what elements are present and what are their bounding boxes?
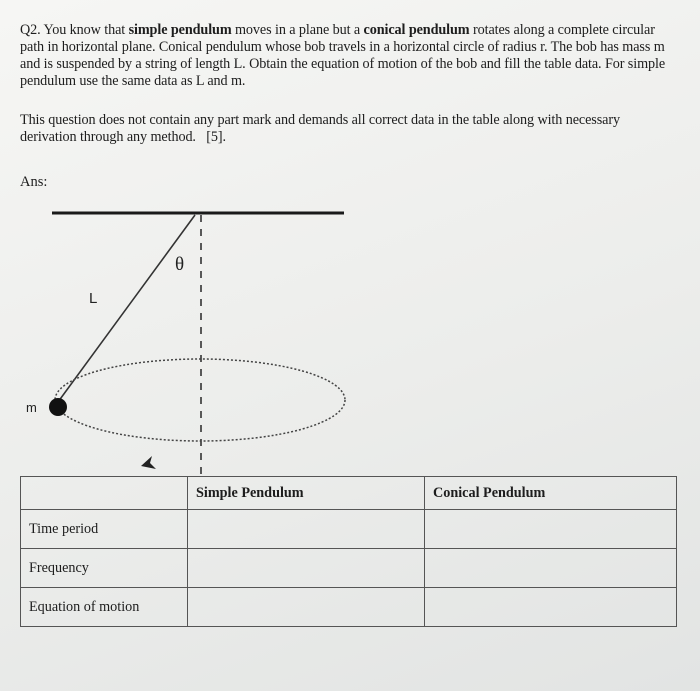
table-header-row (21, 477, 677, 510)
cell-simple-time-period (188, 510, 425, 549)
cell-conical-frequency (425, 549, 677, 588)
table-row (21, 588, 677, 627)
pendulum-string (58, 215, 195, 402)
row-label-equation-of-motion: Equation of motion (21, 588, 188, 627)
note-text: This question does not contain any part mark and demands all correct data in the table along with necessary derivation through any method. (20, 112, 620, 145)
table-row (21, 510, 677, 549)
angle-label: θ (175, 254, 185, 275)
header-simple-pendulum: Simple Pendulum (188, 477, 425, 510)
table-row (21, 549, 677, 588)
header-empty (21, 477, 188, 510)
length-label: L (89, 290, 98, 307)
header-conical-pendulum: Conical Pendulum (425, 477, 677, 510)
question-intro: You know that (43, 22, 126, 38)
cell-conical-equation (425, 588, 677, 627)
direction-arrow-icon (141, 456, 156, 469)
circular-path (55, 359, 345, 441)
row-label-frequency: Frequency (21, 549, 188, 588)
cell-conical-time-period (425, 510, 677, 549)
cell-simple-frequency (188, 549, 425, 588)
row-label-time-period: Time period (21, 510, 188, 549)
mass-label: m (26, 400, 37, 415)
question-number: Q2. (20, 22, 41, 38)
question-mid: moves in a plane but a (235, 22, 361, 38)
cell-simple-equation (188, 588, 425, 627)
marks-label: [5]. (206, 129, 226, 145)
question-rest: rotates along a complete circular path in horizontal plane. Conical pendulum whose bob travels in a horizontal circle of radius r. The bob has mass m and is suspended by a string of length L. Obtain the equation of motion of the bob and fill the table data. For simple pendulum use the same data as L and m. (20, 22, 666, 89)
results-table (20, 476, 677, 627)
term-conical-pendulum: conical pendulum (363, 22, 470, 38)
answer-label: Ans: (20, 174, 48, 190)
term-simple-pendulum: simple pendulum (128, 22, 232, 38)
pendulum-bob (49, 398, 67, 416)
